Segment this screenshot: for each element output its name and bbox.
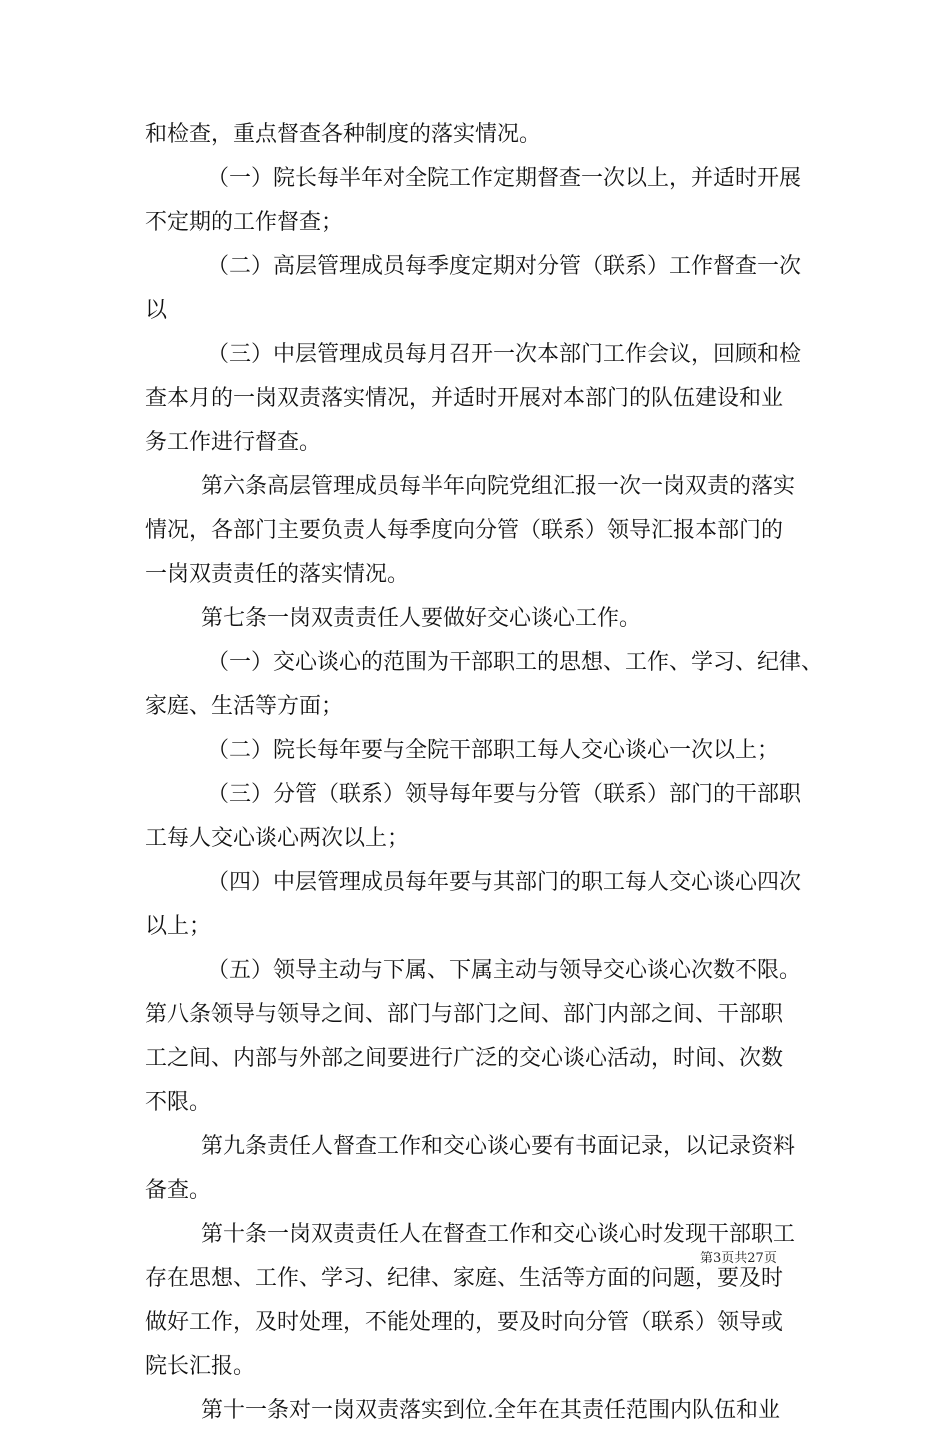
text-line: （三）中层管理成员每月召开一次本部门工作会议，回顾和检 xyxy=(207,342,802,367)
text-line: 情况，各部门主要负责人每季度向分管（联系）领导汇报本部门的 xyxy=(145,518,784,543)
text-line: （五）领导主动与下属、下属主动与领导交心谈心次数不限。 xyxy=(207,958,802,983)
text-line: 不定期的工作督查； xyxy=(145,210,344,235)
text-line: 不限。 xyxy=(145,1090,212,1115)
text-line: （二）院长每年要与全院干部职工每人交心谈心一次以上； xyxy=(207,738,780,763)
text-line: （二）高层管理成员每季度定期对分管（联系）工作督查一次 xyxy=(207,254,802,279)
text-line: 第八条领导与领导之间、部门与部门之间、部门内部之间、干部职 xyxy=(145,1002,784,1027)
text-line: 第十条一岗双责责任人在督查工作和交心谈心时发现干部职工 xyxy=(201,1222,796,1247)
text-line: （三）分管（联系）领导每年要与分管（联系）部门的干部职 xyxy=(207,782,802,807)
text-line: 查本月的一岗双责落实情况，并适时开展对本部门的队伍建设和业 xyxy=(145,386,784,411)
text-line: 工每人交心谈心两次以上； xyxy=(145,826,410,851)
document-body xyxy=(145,113,825,1433)
text-line: 以 xyxy=(145,298,168,323)
text-line: 做好工作，及时处理，不能处理的，要及时向分管（联系）领导或 xyxy=(145,1310,784,1335)
text-line: 和检查，重点督查各种制度的落实情况。 xyxy=(145,122,542,147)
text-line: 存在思想、工作、学习、纪律、家庭、生活等方面的问题，要及时 xyxy=(145,1266,784,1291)
text-line: 务工作进行督查。 xyxy=(145,430,322,455)
text-line: 第九条责任人督查工作和交心谈心要有书面记录，以记录资料 xyxy=(201,1134,796,1159)
text-line: 院长汇报。 xyxy=(145,1354,256,1379)
text-line: 第十一条对一岗双责落实到位.全年在其责任范围内队伍和业 xyxy=(201,1398,780,1423)
text-line: 第七条一岗双责责任人要做好交心谈心工作。 xyxy=(201,606,642,631)
page-number: 第3页共27页 xyxy=(700,1251,777,1266)
text-line: （一）院长每半年对全院工作定期督查一次以上，并适时开展 xyxy=(207,166,802,191)
text-line: 备查。 xyxy=(145,1178,212,1203)
text-line: 家庭、生活等方面； xyxy=(145,694,344,719)
text-line: 工之间、内部与外部之间要进行广泛的交心谈心活动，时间、次数 xyxy=(145,1046,784,1071)
text-line: 一岗双责责任的落实情况。 xyxy=(145,562,410,587)
text-line: （一）交心谈心的范围为干部职工的思想、工作、学习、纪律、 xyxy=(207,650,824,675)
text-line: （四）中层管理成员每年要与其部门的职工每人交心谈心四次 xyxy=(207,870,802,895)
text-line: 以上； xyxy=(145,914,212,939)
text-line: 第六条高层管理成员每半年向院党组汇报一次一岗双责的落实 xyxy=(201,474,796,499)
